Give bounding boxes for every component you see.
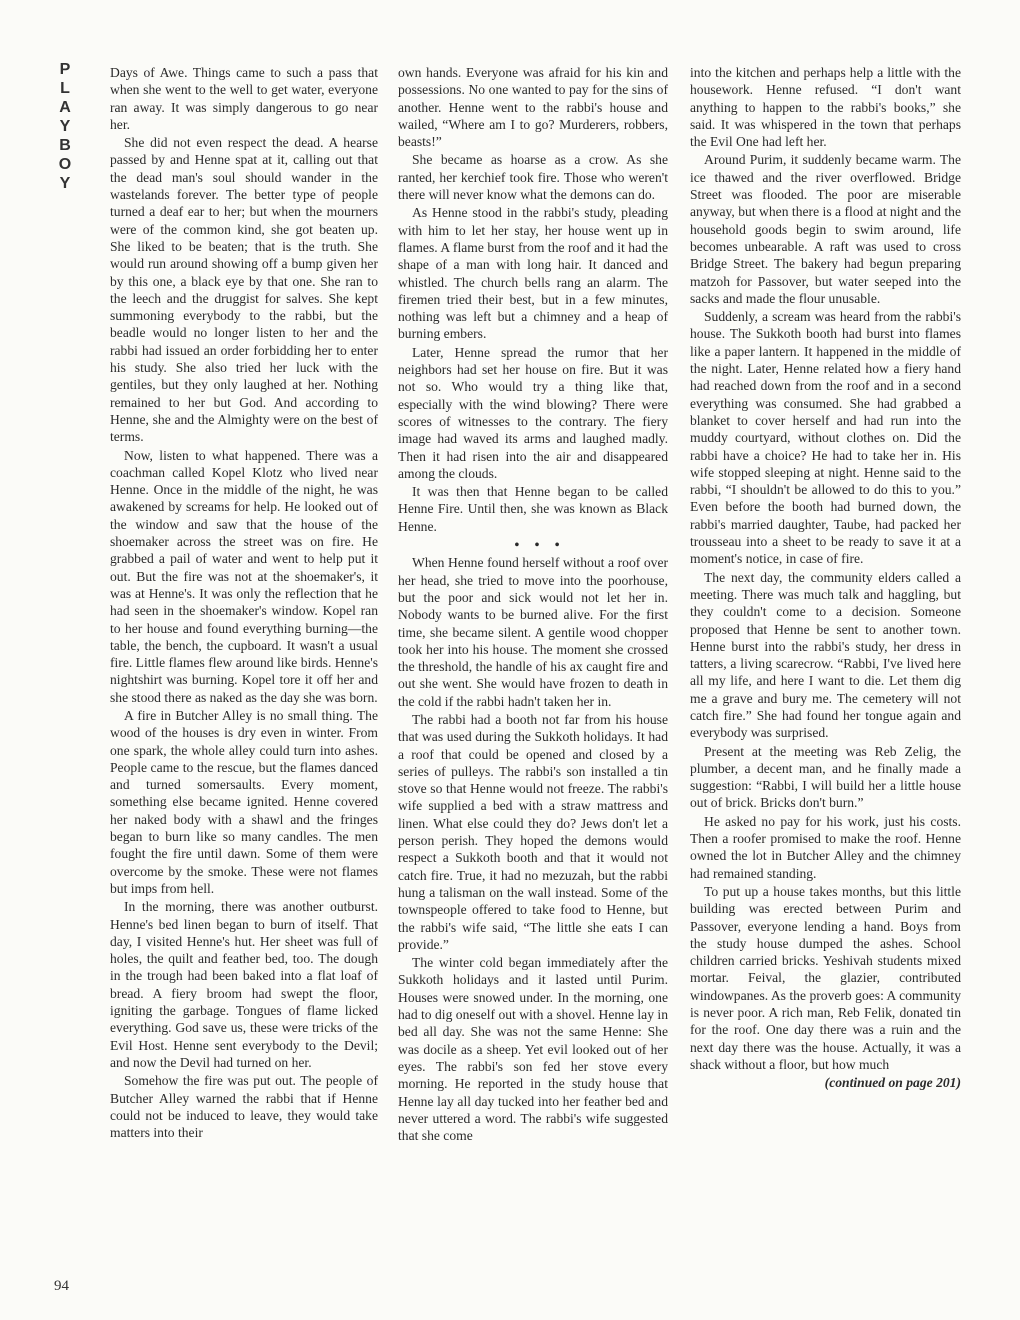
masthead-letter: Y — [59, 118, 71, 135]
text-column-3 — [690, 64, 961, 1093]
paragraph: into the kitchen and perhaps help a little with the housework. Henne refused. “I don't want anything to happen to the rabbi's books,” she said. It was whispered in the town that perhaps the Evil One had left her. — [690, 65, 961, 150]
paragraph: Days of Awe. Things came to such a pass that when she went to the well to get water, everyone ran away. It was simply dangerous to go near her. — [110, 65, 378, 132]
paragraph: Now, listen to what happened. There was a coachman called Kopel Klotz who lived near Henne. Once in the middle of the night, he was awakened by screams for help. He looked out of the window and saw that the house of the shoemaker across the street was on fire. He grabbed a pail of water and went to help put it out. But the fire was not at the shoemaker's, it was at Henne's. It was only the reflection that he had seen in the shoemaker's window. Kopel ran to her house and found everything burning—the table, the bench, the cupboard. It wasn't a usual fire. Little flames flew around like birds. Henne's nightshirt was burning. Kopel tore it off her and she stood there as naked as the day she was born. — [110, 447, 378, 705]
paragraph: In the morning, there was another outburst. Henne's bed linen began to burn of itself. That day, I visited Henne's hut. Her sheet was full of holes, the quilt and feather bed, too. The dough in the trough had been baked into a flat loaf of bread. A fiery broom had swept the floor, igniting the garbage. Tongues of flame licked everything. God save us, these were tricks of the Evil Host. Henne sent everybody to the Devil; and now the Devil had turned on her. — [110, 899, 378, 1070]
paragraph: He asked no pay for his work, just his costs. Then a roofer promised to make the roof. Henne owned the lot in Butcher Alley and the chimney had remained standing. — [690, 813, 961, 881]
paragraph: She did not even respect the dead. A hearse passed by and Henne spat at it, calling out that the dead man's soul should wander in the wastelands forever. The better type of people turned a deaf ear to her; but when the mourners were of the common kind, she got beaten up. She liked to be beaten; that is the truth. She would run around showing off a bump given her by this one, a black eye by that one. She ran to the leech and the druggist for salves. She kept summoning everybody to the rabbi, but the beadle would no longer listen to her and the rabbi had issued an order forbidding her to enter his study. She also tried her luck with the gentiles, but they only laughed at her. Nothing remained to her but God. And according to Henne, she and the Almighty were on the best of terms. — [110, 135, 378, 445]
continuation-note: (continued on page 201) — [824, 1075, 961, 1091]
paragraph: It was then that Henne began to be called Henne Fire. Until then, she was known as Black Henne. — [398, 484, 668, 534]
masthead-letter: P — [59, 61, 71, 78]
paragraph: The rabbi had a booth not far from his house that was used during the Sukkoth holidays. It had a roof that could be opened and closed by a series of pulleys. The rabbi's son installed a tin stove so that Henne would not freeze. The rabbi's wife supplied a bed with a straw mattress and linen. What else could they do? Jews don't let a person perish. They hoped the demons would respect a Sukkoth booth and that it would not catch fire. True, it had no mezuzah, but the rabbi hung a talisman on the wall instead. Some of the townspeople offered to take food to Henne, but the rabbi's wife said, “The little she eats I can provide.” — [398, 711, 668, 952]
paragraph: Present at the meeting was Reb Zelig, the plumber, a decent man, and he finally made a suggestion: “Rabbi, I will build her a little house out of brick. Bricks don't burn.” — [690, 743, 961, 811]
paragraph: She became as hoarse as a crow. As she ranted, her kerchief took fire. Those who weren't there will never know what the demons can do. — [398, 152, 668, 203]
text-column-1 — [110, 64, 378, 1142]
paragraph: own hands. Everyone was afraid for his kin and possessions. No one wanted to pay for the sins of another. Henne went to the rabbi's house and wailed, “Where am I to go? Murderers, robbers, beasts!” — [398, 65, 668, 150]
masthead-letter: A — [59, 99, 71, 116]
paragraph: Suddenly, a scream was heard from the rabbi's house. The Sukkoth booth had burst into flames like a paper lantern. It happened in the middle of the night. Later, Henne related how a fiery hand had reached down from the roof and in a second everything was consumed. She had grabbed a blanket to cover herself and had run into the muddy courtyard, without clothes on. Did the rabbi have a choice? He had to take her in. His wife stopped sleeping at night. Henne said to the rabbi, “I shouldn't be allowed to do this to you.” Even before the booth had burned down, the rabbi's married daughter, Taube, had packed her trousseau into a sheet to be ready to save it at a moment's notice, in case of fire. — [690, 309, 961, 567]
section-separator: • • • — [514, 537, 566, 553]
text-column-2 — [398, 64, 668, 1145]
paragraph: A fire in Butcher Alley is no small thing. The wood of the houses is dry even in winter. From one spark, the whole alley could turn into ashes. People came to the rescue, but the flames danced and turned somersaults. Every moment, something else became ignited. Henne covered her naked body with a shawl and the fringes began to burn like so many candles. The men fought the fire until dawn. Some of them were overcome by the smoke. These were not flames but imps from hell. — [110, 707, 378, 896]
paragraph: As Henne stood in the rabbi's study, pleading with him to let her stay, her house went up in flames. A flame burst from the roof and it had the shape of a man with long hair. It danced and whistled. The church bells rang an alarm. The firemen tried their best, but in a few minutes, nothing was left but a chimney and a heap of burning embers. — [398, 205, 668, 342]
magazine-masthead — [52, 60, 78, 193]
page-number: 94 — [54, 1278, 69, 1294]
paragraph: The next day, the community elders called a meeting. There was much talk and haggling, but they couldn't come to a decision. Someone proposed that Henne be sent to another town. Henne burst into the rabbi's study, her dress in tatters, a living scarecrow. “Rabbi, I've lived here all my life, and here I want to die. Let them dig me a grave and bury me. The cemetery will not catch fire.” She had found her tongue again and everybody was surprised. — [690, 569, 961, 741]
paragraph: When Henne found herself without a roof over her head, she tried to move into the poorhouse, but the poor and sick would not let her in. Nobody wants to be burned alive. For the first time, she became silent. A gentile wood chopper took her into his house. The moment she crossed the threshold, the handle of his ax caught fire and out she went. She would have frozen to death in the cold if the rabbi hadn't taken her in. — [398, 555, 668, 709]
paragraph: Later, Henne spread the rumor that her neighbors had set her house on fire. But it was not so. Who would try a thing like that, especially with the wind blowing? There were scores of witnesses to the contrary. The fiery image had waved its arms and laughed madly. Then it had risen into the air and disappeared among the clouds. — [398, 344, 668, 481]
paragraph: The winter cold began immediately after the Sukkoth holidays and it lasted until Purim. Houses were snowed under. In the morning, one had to dig oneself out with a shovel. Henne lay in bed all day. She was not the same Henne: She was docile as a sheep. Yet evil looked out of her eyes. The rabbi's son fed her stove every morning. He reported in the study house that Henne lay all day tucked into her feather bed and never uttered a word. The rabbi's wife suggested that she come — [398, 955, 668, 1144]
paragraph: Around Purim, it suddenly became warm. The ice thawed and the river overflowed. Bridge Street was flooded. The poor are miserable anyway, but when there is a flood at night and the household goods begin to swim around, life becomes unbearable. A raft was used to cross Bridge Street. The bakery had begun preparing matzoh for Passover, but water seeped into the sacks and made the flour unusable. — [690, 152, 961, 306]
masthead-letter: Y — [59, 175, 71, 192]
masthead-letter: L — [60, 80, 70, 97]
paragraph: To put up a house takes months, but this little building was erected between Purim and Passover, everyone lending a hand. Boys from the study house dumped the ashes. School children carried bricks. Yeshivah students mixed mortar. Feival, the glazier, contributed windowpanes. As the proverb goes: A community is never poor. A rich man, Reb Felik, donated tin for the roof. One day there was a ruin and the next day there was the house. Actually, it was a shack without a floor, but how much — [690, 883, 961, 1072]
masthead-letter: B — [59, 137, 71, 154]
paragraph: Somehow the fire was put out. The people of Butcher Alley warned the rabbi that if Henne could not be induced to leave, they would take matters into their — [110, 1073, 378, 1141]
masthead-letter: O — [58, 156, 72, 173]
